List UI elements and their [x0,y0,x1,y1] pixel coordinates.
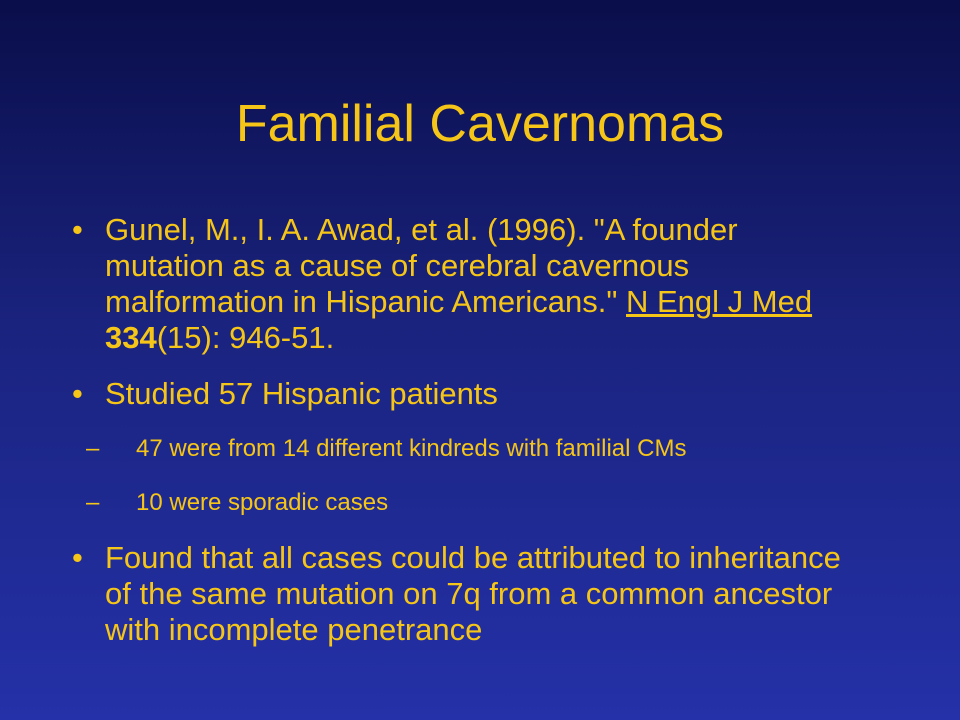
sub-bullet-text: 47 were from 14 different kindreds with familial CMs [136,435,687,462]
sub-bullet-sporadic [86,488,862,518]
bullet-list [72,212,862,668]
journal-link[interactable]: N Engl J Med [625,284,813,319]
dash-marker: – [86,489,100,516]
citation-text: Gunel, M., I. A. Awad, et al. (1996). "A founder mutation as a cause of cerebral cavernous malformation in Hispanic Americans." [105,212,738,319]
bullet-marker: • [72,540,83,575]
slide-title: Familial Cavernomas [235,95,725,153]
sub-bullet-familial [86,434,862,464]
bullet-marker: • [72,376,83,411]
bullet-finding [72,540,862,648]
finding-text: Found that all cases could be attributed to inheritance of the same mutation on 7q from a common ancestor with incomplete penetrance [105,540,841,647]
studied-text: Studied 57 Hispanic patients [105,376,498,411]
dash-marker: – [86,435,100,462]
sub-bullet-text: 10 were sporadic cases [136,489,389,516]
sub-bullet-list [72,434,862,518]
bullet-citation [72,212,862,356]
bullet-marker: • [72,212,83,247]
citation-pages: (15): 946-51. [156,320,335,355]
volume-number: 334 [105,320,157,355]
sub-list-wrapper [72,434,862,518]
bullet-studied [72,376,862,412]
